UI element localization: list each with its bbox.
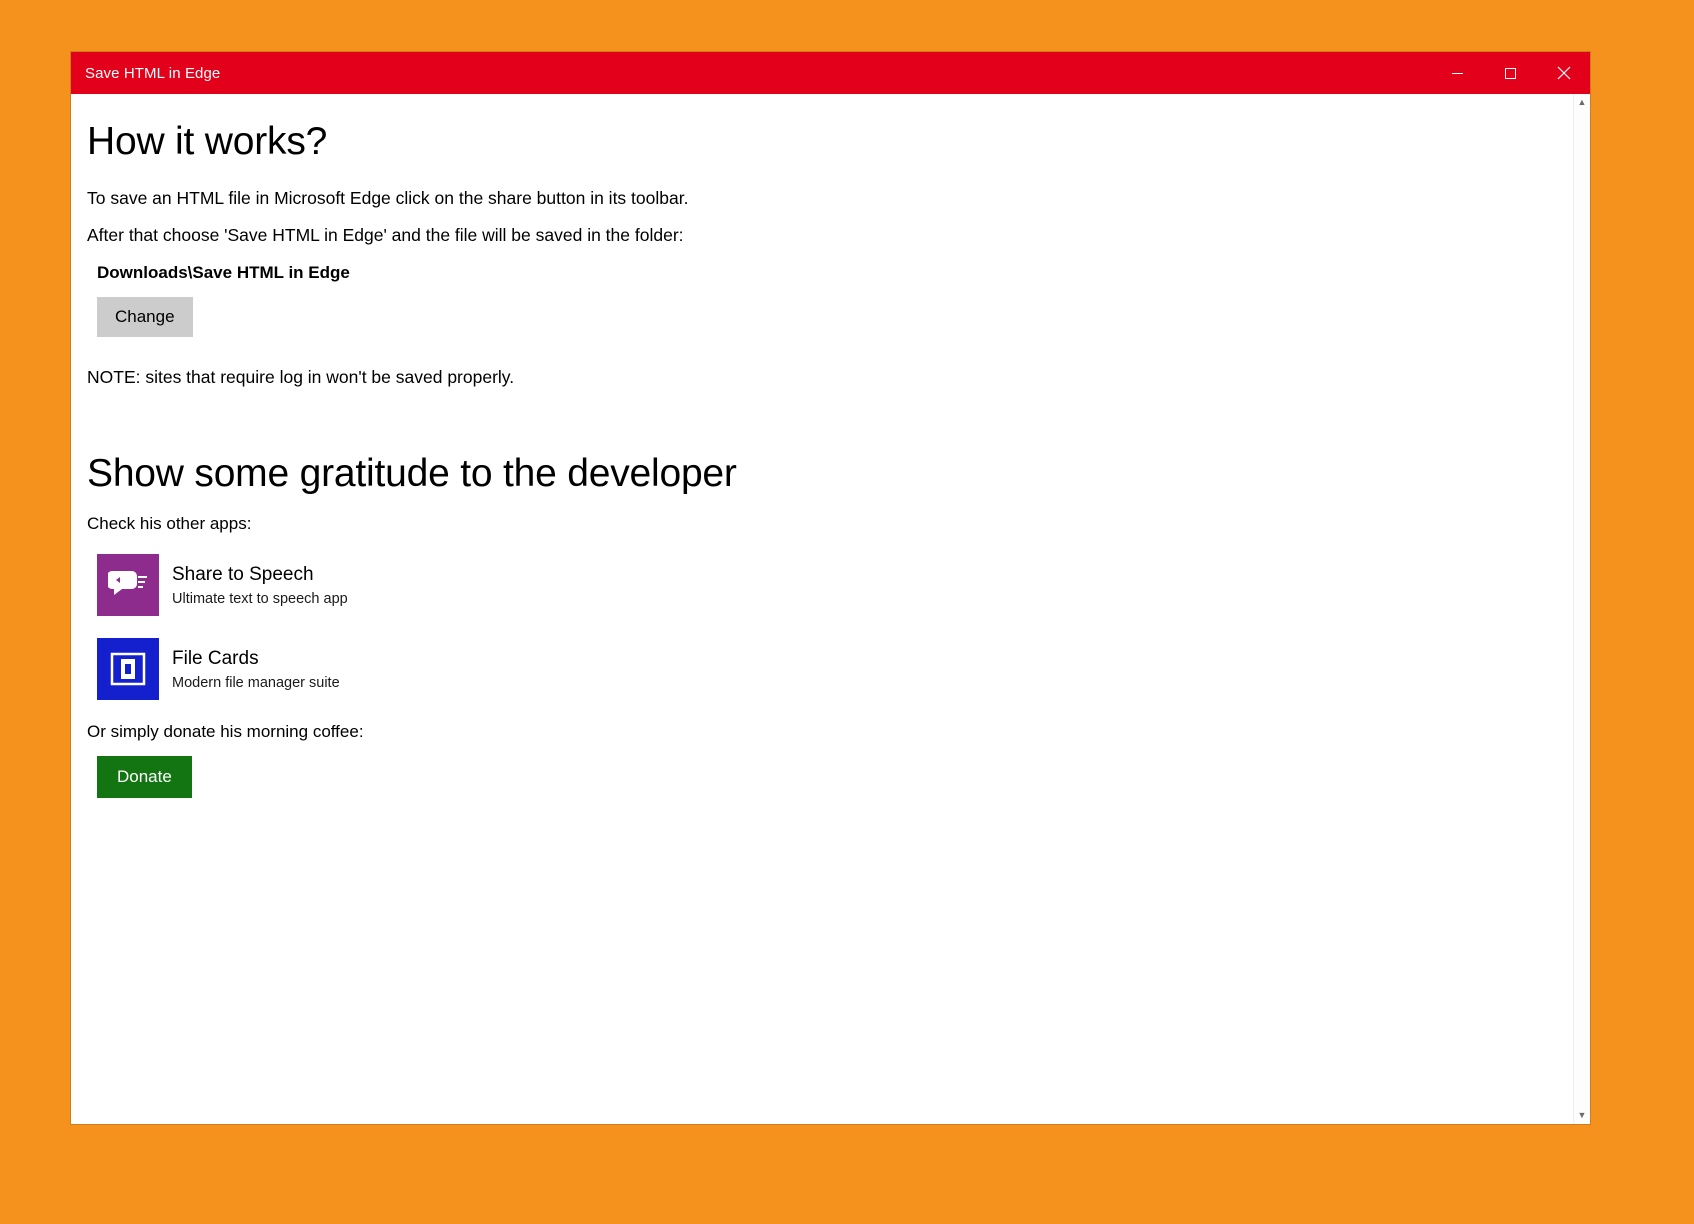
file-cards-icon <box>108 650 148 688</box>
content-area <box>71 94 1590 1124</box>
donate-button[interactable]: Donate <box>97 756 192 798</box>
login-note: NOTE: sites that require log in won't be saved properly. <box>87 366 515 387</box>
change-folder-button[interactable]: Change <box>97 297 193 337</box>
file-cards-tile <box>97 638 159 700</box>
app-window <box>71 52 1590 1124</box>
minimize-button[interactable] <box>1431 52 1484 94</box>
app-name: File Cards <box>172 647 259 669</box>
window-title: Save HTML in Edge <box>85 64 221 82</box>
list-item[interactable] <box>87 554 348 616</box>
app-text <box>172 564 348 607</box>
other-apps-label: Check his other apps: <box>87 514 252 534</box>
save-folder-path: Downloads\Save HTML in Edge <box>97 262 350 282</box>
page-title: How it works? <box>87 120 328 163</box>
app-text <box>172 648 340 691</box>
instruction-line-2: After that choose 'Save HTML in Edge' and the file will be saved in the folder: <box>87 225 684 246</box>
vertical-scrollbar[interactable] <box>1573 94 1590 1124</box>
app-description: Ultimate text to speech app <box>172 590 348 607</box>
other-apps-list <box>87 554 1573 700</box>
instruction-line-1: To save an HTML file in Microsoft Edge click on the share button in its toolbar. <box>87 188 689 208</box>
donate-label: Or simply donate his morning coffee: <box>87 722 364 742</box>
page-body <box>71 94 1573 1124</box>
app-description: Modern file manager suite <box>172 674 340 691</box>
gratitude-title: Show some gratitude to the developer <box>87 452 737 496</box>
close-button[interactable] <box>1537 52 1590 94</box>
list-item[interactable] <box>87 638 340 700</box>
app-name: Share to Speech <box>172 563 314 585</box>
speech-bubble-icon <box>108 567 148 603</box>
scroll-up-icon[interactable]: ▲ <box>1577 97 1587 107</box>
title-bar <box>71 52 1590 94</box>
share-to-speech-tile <box>97 554 159 616</box>
maximize-button[interactable] <box>1484 52 1537 94</box>
scroll-down-icon[interactable]: ▼ <box>1577 1110 1587 1120</box>
